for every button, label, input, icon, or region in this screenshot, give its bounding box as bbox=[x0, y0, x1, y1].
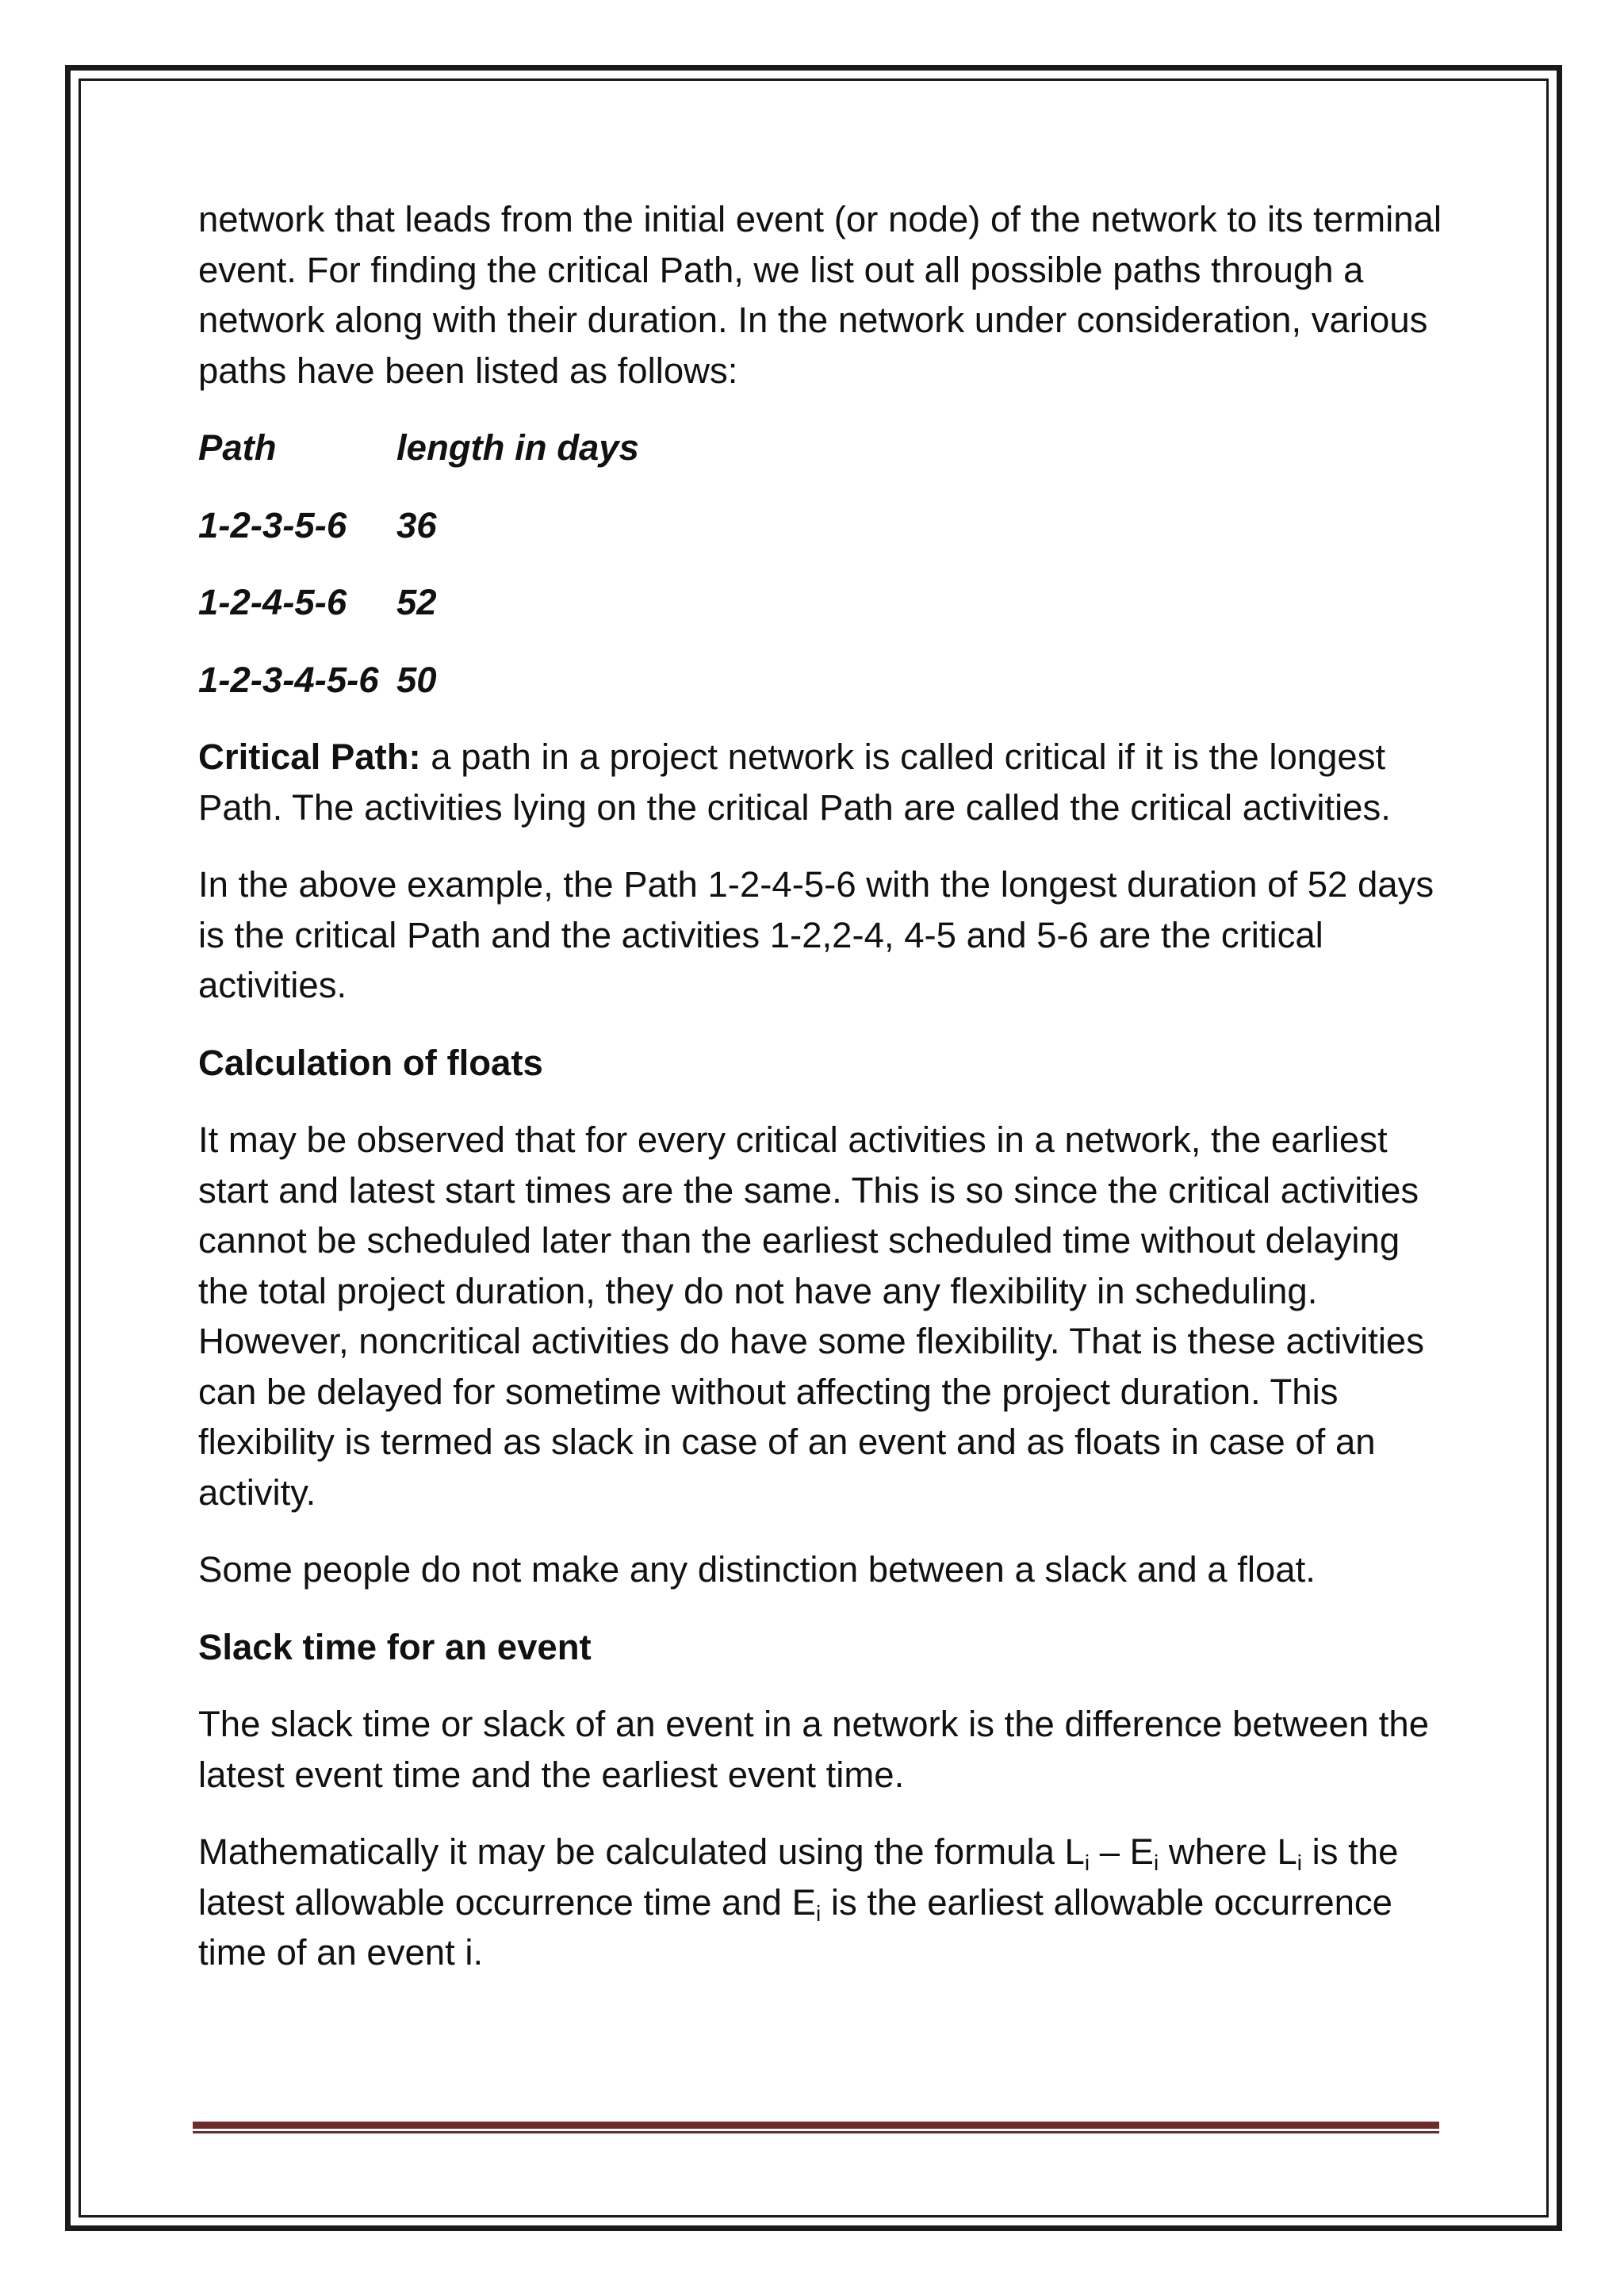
path-row bbox=[198, 655, 1443, 706]
footer-rule-thin bbox=[193, 2131, 1439, 2133]
footer-rule bbox=[193, 2122, 1439, 2129]
formula-paragraph bbox=[198, 1827, 1443, 1978]
path-value: 1-2-3-4-5-6 bbox=[198, 659, 379, 700]
floats-paragraph: It may be observed that for every critical activities in a network, the earliest start and latest start times are the same. This is so since the critical activities cannot be scheduled later than the earliest scheduled time without delaying the total project duration, they do not have any flexibility in scheduling. However, noncritical activities do have some flexibility. That is these activities can be delayed for sometime without affecting the project duration. This flexibility is termed as slack in case of an event and as floats in case of an activity. bbox=[198, 1119, 1424, 1513]
path-value: 1-2-4-5-6 bbox=[198, 582, 347, 622]
slack-paragraph: The slack time or slack of an event in a network is the difference between the latest event time and the earliest event time. bbox=[198, 1704, 1430, 1795]
formula-text: Mathematically it may be calculated using the formula L bbox=[198, 1831, 1085, 1872]
distinction-paragraph: Some people do not make any distinction between a slack and a float. bbox=[198, 1549, 1316, 1590]
length-value: 36 bbox=[396, 504, 437, 545]
example-paragraph: In the above example, the Path 1-2-4-5-6 with the longest duration of 52 days is the critical Path and the activities 1-2,2-4, 4-5 and 5-6 are the critical activities. bbox=[198, 864, 1434, 1005]
formula-subscript: i bbox=[815, 1900, 822, 1926]
critical-path-paragraph bbox=[198, 732, 1443, 832]
critical-path-definition: a path in a project network is called critical if it is the longest Path. The activities lying on the critical Path are called the critical activities. bbox=[198, 737, 1391, 828]
floats-heading: Calculation of floats bbox=[198, 1042, 543, 1083]
formula-subscript: i bbox=[1154, 1850, 1159, 1875]
length-value: 52 bbox=[396, 582, 437, 622]
path-row bbox=[198, 577, 1443, 628]
formula-text: is the latest allowable occurrence time and E bbox=[198, 1831, 1399, 1923]
length-header: length in days bbox=[396, 427, 639, 468]
length-value: 50 bbox=[396, 659, 437, 700]
path-header: Path bbox=[198, 427, 277, 468]
formula-subscript: i bbox=[1297, 1850, 1302, 1875]
path-table-header bbox=[198, 423, 1443, 473]
path-value: 1-2-3-5-6 bbox=[198, 504, 347, 545]
slack-heading: Slack time for an event bbox=[198, 1626, 592, 1667]
formula-text: – E bbox=[1090, 1831, 1154, 1872]
formula-subscript: i bbox=[1084, 1850, 1090, 1875]
path-row bbox=[198, 500, 1443, 551]
critical-path-term: Critical Path: bbox=[198, 737, 421, 777]
formula-text: where L bbox=[1159, 1831, 1297, 1872]
page-content bbox=[198, 194, 1443, 2005]
intro-paragraph: network that leads from the initial event (or node) of the network to its terminal event. For finding the critical Path, we list out all possible paths through a network along with their duration. In the network under consideration, various paths have been listed as follows: bbox=[198, 199, 1442, 391]
formula-text: is the earliest allowable occurrence time of an event i. bbox=[198, 1881, 1392, 1973]
